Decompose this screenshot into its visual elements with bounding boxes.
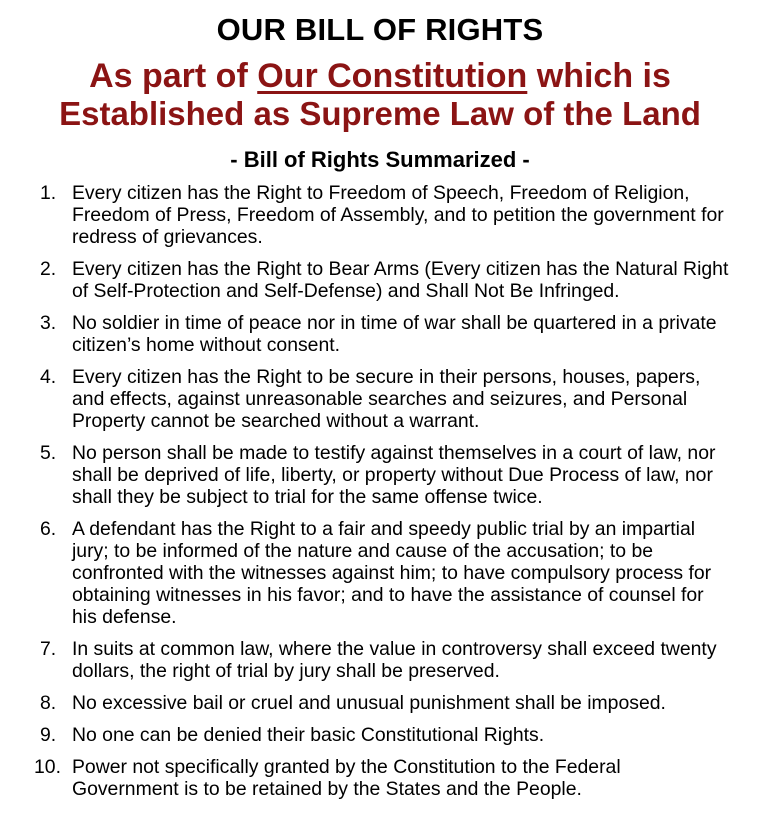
item-number: 9. <box>40 724 57 746</box>
item-text: Every citizen has the Right to Bear Arms (Every citizen has the Natural Right of Self-Protection and Self-Defense) and Shall Not Be Infringed. <box>72 258 729 302</box>
item-text: Every citizen has the Right to Freedom of Speech, Freedom of Religion, Freedom of Press, Freedom of Assembly, and to petition the government for redress of grievances. <box>72 182 724 248</box>
subtitle-line-1 <box>0 56 760 96</box>
list-item <box>0 312 760 356</box>
item-text: In suits at common law, where the value in controversy shall exceed twenty dollars, the right of trial by jury shall be preserved. <box>72 638 717 682</box>
subtitle-prefix: As part of <box>89 57 248 95</box>
item-number: 1. <box>40 182 57 204</box>
item-text: No one can be denied their basic Constitutional Rights. <box>72 724 545 746</box>
item-number: 6. <box>40 518 57 540</box>
list-item <box>0 258 760 302</box>
subtitle-line-2: Established as Supreme Law of the Land <box>59 95 701 132</box>
subtitle-suffix: which is <box>536 57 671 95</box>
item-text: Every citizen has the Right to be secure in their persons, houses, papers, and effects, against unreasonable searches and seizures, and Personal Property cannot be searched without a warrant. <box>72 366 701 432</box>
item-text: No soldier in time of peace nor in time of war shall be quartered in a private citizen’s home without consent. <box>72 312 717 356</box>
summary-heading: - Bill of Rights Summarized - <box>230 147 530 172</box>
rights-list <box>0 182 760 810</box>
constitution-link[interactable]: Our Constitution <box>257 57 528 95</box>
list-item <box>0 182 760 248</box>
list-item <box>0 366 760 432</box>
item-number: 7. <box>40 638 57 660</box>
item-text: Power not specifically granted by the Constitution to the Federal Government is to be retained by the States and the People. <box>72 756 621 800</box>
list-item <box>0 518 760 628</box>
list-item <box>0 724 760 746</box>
item-text: A defendant has the Right to a fair and speedy public trial by an impartial jury; to be informed of the nature and cause of the accusation; to be confronted with the witnesses against him; to have compulsory process for obtaining witnesses in his favor; and to have the assistance of counsel for his defense. <box>72 518 712 628</box>
item-number: 3. <box>40 312 57 334</box>
list-item <box>0 692 760 714</box>
item-number: 2. <box>40 258 57 280</box>
list-item <box>0 638 760 682</box>
item-text: No person shall be made to testify against themselves in a court of law, nor shall be deprived of life, liberty, or property without Due Process of law, nor shall they be subject to trial for the same offense twice. <box>72 442 716 508</box>
list-item <box>0 442 760 508</box>
page-title: OUR BILL OF RIGHTS <box>216 12 544 47</box>
item-number: 8. <box>40 692 57 714</box>
item-text: No excessive bail or cruel and unusual punishment shall be imposed. <box>72 692 666 714</box>
item-number: 4. <box>40 366 57 388</box>
item-number: 5. <box>40 442 57 464</box>
item-number: 10. <box>34 756 61 778</box>
list-item <box>0 756 760 800</box>
